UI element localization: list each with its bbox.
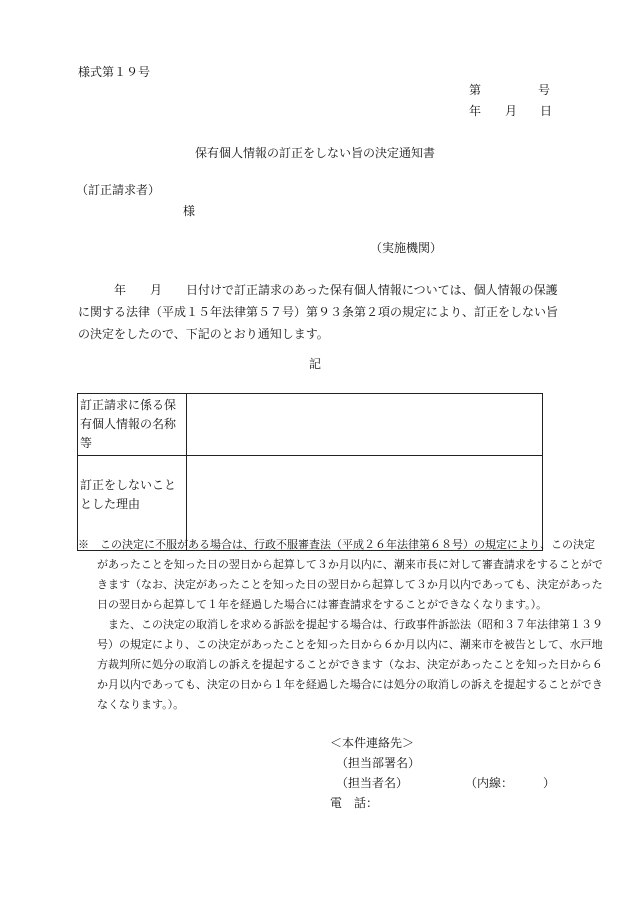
row1-label-line: 等 [80,436,93,450]
contact-heading: ＜本件連絡先＞ [330,736,415,750]
row2-label-line: とした理由 [80,497,141,511]
contact-phone: 電 話： [330,796,379,810]
note-line: また、この決定の取消しを求める訴訟を提起する場合は、行政事件訴訟法（昭和３７年法律第１３９ [108,618,603,631]
note-line: 号）の規定により、この決定があったことを知った日から６か月以内に、潮来市を被告として、水戸地 [97,638,603,651]
document-number-label: 第 [469,83,482,97]
contact-extension: （内線： ） [465,776,556,790]
date-day-label: 日 [540,104,553,118]
agency-label: （実施機関） [370,241,443,255]
note-line: か月以内であっても、決定の日から１年を経過した場合には処分の取消しの訴えを提起することができ [97,678,603,691]
note-line: があったことを知った日の翌日から起算して３か月以内に、潮来市長に対して審査請求をすることがで [97,558,603,571]
note-line: ※ この決定に不服がある場合は、行政不服審査法（平成２６年法律第６８号）の規定により、この決定 [78,538,595,551]
form-number: 様式第１９号 [78,65,151,79]
requester-label: （訂正請求者） [76,183,161,197]
note-line: きます（なお、決定があったことを知った日の翌日から起算して３か月以内であっても、決定があった [97,578,603,591]
row2-label-line: 訂正をしないこと [80,478,177,492]
note-line: なくなります。）。 [97,698,185,711]
row1-value-cell[interactable] [187,394,543,456]
date-year-label: 年 [469,104,482,118]
document-title: 保有個人情報の訂正をしない旨の決定通知書 [194,146,435,160]
body-line: の決定をしたので、下記のとおり通知します。 [78,327,329,341]
table-row [78,394,543,456]
note-line: 方裁判所に処分の取消しの訴えを提起することができます（なお、決定があったことを知った日から６ [97,658,603,671]
details-table [77,393,543,551]
contact-person: （担当者名） [336,776,409,790]
date-month-label: 月 [505,104,518,118]
row1-label-line: 有個人情報の名称 [80,417,177,431]
contact-block [330,733,420,813]
document-number-suffix: 号 [538,83,551,97]
notes-section [78,535,603,715]
body-line: 年 月 日付けで訂正請求のあった保有個人情報については、個人情報の保護 [78,283,558,297]
note-line: 日の翌日から起算して１年を経過した場合には審査請求をすることができなくなります。）。 [97,598,548,611]
contact-department: （担当部署名） [336,756,421,770]
body-line: に関する法律（平成１５年法律第５７号）第９３条第２項の規定により、訂正をしない旨 [78,305,559,319]
ki-heading: 記 [309,357,322,371]
body-text [78,279,559,345]
honorific-sama: 様 [183,204,196,218]
row1-label-cell [78,394,187,456]
row1-label-line: 訂正請求に係る保 [80,398,177,412]
